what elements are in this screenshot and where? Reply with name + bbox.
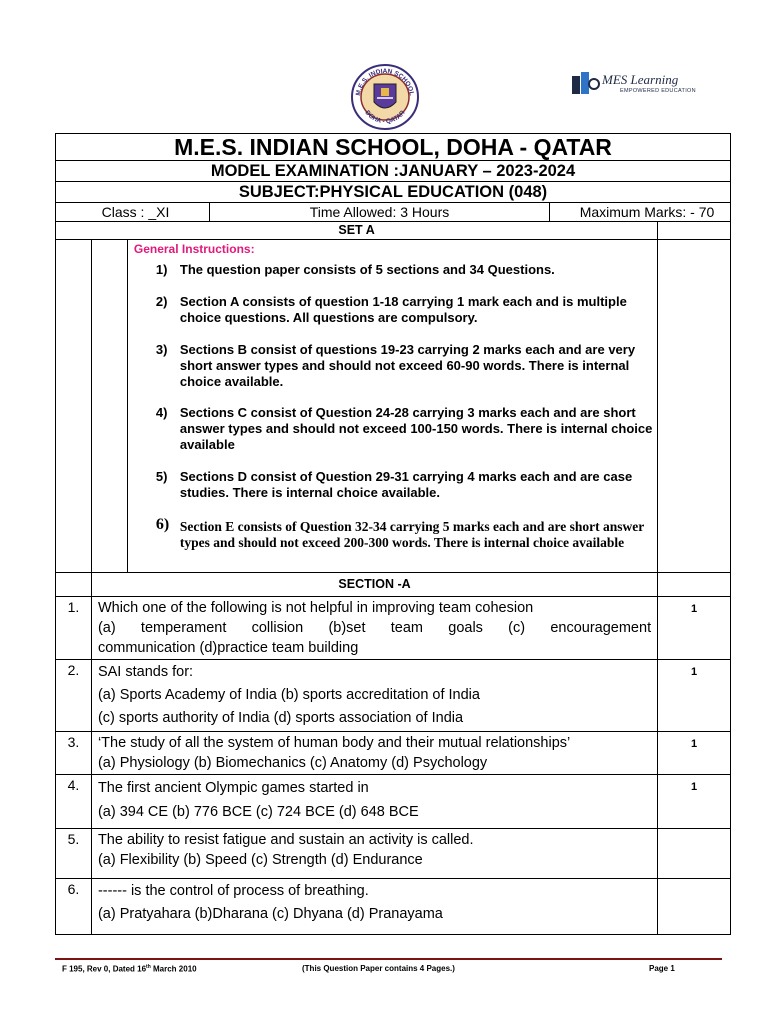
question-marks [658,829,731,879]
section-a-heading: SECTION -A [91,573,657,597]
question-row [56,775,731,829]
exam-title: MODEL EXAMINATION :JANUARY – 2023-2024 [56,161,730,182]
footer-rule [55,958,722,960]
question-row [56,879,731,935]
exam-header [55,133,731,222]
question-marks: 1 [658,732,731,775]
set-label: SET A [56,222,658,240]
question-text: The ability to resist fatigue and sustain an activity is called. (a) Flexibility (b) Speed (c) Strength (d) Endurance [91,829,657,879]
question-text: Which one of the following is not helpful in improving team cohesion (a) temperament collision (b)set team goals (c) encouragement communication (d)practice team building [91,597,657,660]
question-text: ‘The study of all the system of human body and their mutual relationships’ (a) Physiology (b) Biomechanics (c) Anatomy (d) Psychology [91,732,657,775]
instruction-item: 2) Section A consists of question 1-18 carrying 1 mark each and is multiple choice questions. All questions are compulsory. [155,294,627,325]
question-text: ------ is the control of process of breathing. (a) Pratyahara (b)Dharana (c) Dhyana (d) Pranayama [91,879,657,935]
instruction-item: 3) Sections B consist of questions 19-23 carrying 2 marks each and are very short answer types and should not exceed 60-90 words. There is internal choice available. [155,342,636,389]
svg-text:M.E.S. INDIAN SCHOOL: M.E.S. INDIAN SCHOOL [355,68,415,97]
mes-learning-logo [570,68,702,102]
question-number: 1. [56,597,92,660]
question-number: 4. [56,775,92,829]
question-number: 5. [56,829,92,879]
question-row [56,829,731,879]
question-row [56,732,731,775]
instruction-item: 4) Sections C consist of Question 24-28 carrying 3 marks each and are short answer types and should not exceed 100-150 words. There is internal choice available [155,405,653,452]
section-a-row [56,573,731,597]
instructions-row [56,240,731,573]
question-marks: 1 [658,775,731,829]
set-row [56,222,731,240]
instruction-item: 6) Section E consists of Question 32-34 carrying 5 marks each and are short answer types and should not exceed 200-300 words. There is internal choice available [155,516,644,550]
question-number: 6. [56,879,92,935]
question-marks: 1 [658,660,731,732]
mes-tagline: EMPOWERED EDUCATION [620,88,696,94]
question-row [56,597,731,660]
footer-page-number: Page 1 [649,964,675,973]
instructions-list [128,262,657,551]
footer-page-count: (This Question Paper contains 4 Pages.) [302,964,455,973]
question-row [56,660,731,732]
question-marks: 1 [658,597,731,660]
question-text: The first ancient Olympic games started in (a) 394 CE (b) 776 BCE (c) 724 BCE (d) 648 BCE [91,775,657,829]
instruction-item: 1) The question paper consists of 5 sections and 34 Questions. [155,262,555,277]
question-text: SAI stands for: (a) Sports Academy of India (b) sports accreditation of India (c) sports authority of India (d) sports association of India [91,660,657,732]
school-name: M.E.S. INDIAN SCHOOL, DOHA - QATAR [56,134,730,161]
question-marks [658,879,731,935]
class-label: Class : _XI [56,203,210,221]
question-number: 2. [56,660,92,732]
footer-form-ref: F 195, Rev 0, Dated 16th March 2010 [62,964,197,974]
question-table [55,221,731,935]
question-number: 3. [56,732,92,775]
svg-text:DOHA - QATAR: DOHA - QATAR [363,109,407,126]
instruction-item: 5) Sections D consist of Question 29-31 carrying 4 marks each and are case studies. There is internal choice available. [155,469,633,500]
instructions-title: General Instructions: [133,242,255,256]
mes-brand-text: MES Learning [602,72,679,87]
general-instructions [127,240,657,573]
school-crest-logo [350,62,420,130]
exam-meta-row [56,203,730,221]
subject-title: SUBJECT:PHYSICAL EDUCATION (048) [56,182,730,203]
maximum-marks: Maximum Marks: - 70 [579,204,715,220]
time-allowed: Time Allowed: 3 Hours [210,203,550,221]
